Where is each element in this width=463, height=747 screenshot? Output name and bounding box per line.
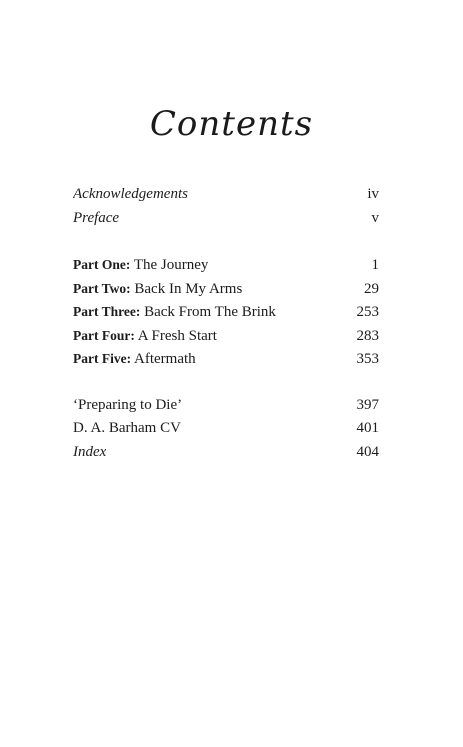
contents-title: Contents <box>149 104 314 144</box>
toc-entry-part-three <box>73 300 379 324</box>
part-title: Back From The Brink <box>140 304 276 320</box>
toc-entry-label: Acknowledgements <box>73 186 188 202</box>
toc-entry-page: 1 <box>371 257 379 273</box>
back-matter-group <box>73 394 379 465</box>
table-of-contents <box>73 183 379 487</box>
toc-entry-page: 29 <box>364 280 379 297</box>
toc-entry-part-one <box>73 253 379 277</box>
toc-entry-label: Index <box>73 443 107 460</box>
toc-entry-preface <box>73 207 379 231</box>
toc-entry-cv <box>73 417 379 441</box>
part-title: The Journey <box>130 257 209 273</box>
toc-entry-label <box>73 300 276 325</box>
part-title: A Fresh Start <box>134 327 217 344</box>
parts-group <box>73 253 379 371</box>
toc-entry-page: 253 <box>356 304 379 320</box>
toc-entry-page: iv <box>367 186 379 202</box>
toc-entry-label <box>73 253 208 278</box>
part-prefix: Part Four: <box>73 327 135 343</box>
toc-entry-part-five <box>73 347 379 371</box>
toc-entry-label <box>73 277 242 302</box>
toc-entry-preparing-to-die <box>73 394 379 418</box>
toc-entry-part-four <box>73 324 379 348</box>
part-prefix: Part Three: <box>73 304 141 319</box>
toc-entry-label: Preface <box>73 209 120 226</box>
toc-entry-label: ‘Preparing to Die’ <box>73 396 183 413</box>
toc-entry-acknowledgements <box>73 183 379 207</box>
toc-entry-page: 353 <box>356 351 379 367</box>
toc-entry-page: 404 <box>356 443 379 460</box>
toc-entry-page: 397 <box>356 396 379 413</box>
front-matter-group <box>73 183 379 230</box>
part-title: Aftermath <box>131 351 196 367</box>
toc-entry-label: D. A. Barham CV <box>73 420 181 436</box>
toc-entry-label <box>73 324 217 349</box>
toc-entry-page: v <box>371 209 379 226</box>
part-prefix: Part One: <box>73 257 131 272</box>
toc-entry-label <box>73 347 196 372</box>
toc-entry-index <box>73 441 379 465</box>
part-prefix: Part Five: <box>73 351 132 366</box>
part-title: Back In My Arms <box>130 280 243 297</box>
toc-entry-page: 283 <box>356 327 379 344</box>
toc-entry-part-two <box>73 277 379 301</box>
part-prefix: Part Two: <box>73 280 131 296</box>
toc-entry-page: 401 <box>356 420 379 436</box>
